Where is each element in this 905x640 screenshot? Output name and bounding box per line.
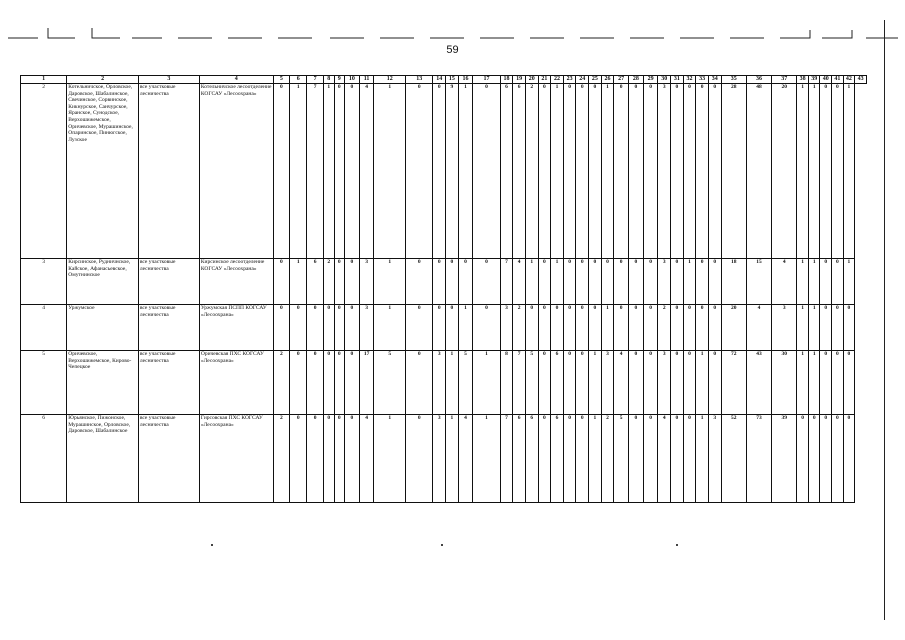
row-value: 2 <box>658 305 671 351</box>
row-value: 0 <box>563 305 576 351</box>
column-number: 6 <box>290 76 307 84</box>
column-number: 43 <box>855 76 867 84</box>
row-organization: Кирсинское лесоотделение КОГСАУ «Лесоохрана» <box>199 259 273 305</box>
row-areas: Оричевское, Верхошижемское, Кирово-Чепецкое <box>67 351 139 415</box>
row-value: 6 <box>513 84 526 259</box>
row-value: 0 <box>345 84 360 259</box>
row-value: 0 <box>683 351 696 415</box>
row-value: 6 <box>307 259 324 305</box>
row-value: 1 <box>290 84 307 259</box>
row-value: 0 <box>525 305 538 351</box>
row-organization: Оричевская ПХС КОГСАУ «Лесоохрана» <box>199 351 273 415</box>
row-value: 1 <box>797 351 809 415</box>
row-value: 0 <box>345 305 360 351</box>
row-value: 6 <box>513 415 526 503</box>
row-value: 0 <box>589 84 602 259</box>
row-value: 0 <box>538 351 551 415</box>
row-value: 1 <box>324 84 335 259</box>
row-value: 0 <box>273 305 290 351</box>
row-value: 0 <box>433 259 446 305</box>
row-value: 0 <box>643 351 658 415</box>
row-value: 0 <box>290 351 307 415</box>
column-number: 39 <box>808 76 820 84</box>
row-value: 0 <box>683 84 696 259</box>
row-value: 1 <box>458 84 473 259</box>
row-value: 2 <box>601 415 614 503</box>
row-value: 1 <box>696 351 709 415</box>
row-value: 0 <box>406 259 433 305</box>
row-value: 52 <box>721 415 746 503</box>
column-number: 27 <box>614 76 629 84</box>
row-value: 0 <box>808 415 820 503</box>
row-value: 0 <box>538 84 551 259</box>
row-value: 0 <box>708 305 721 351</box>
column-number: 32 <box>683 76 696 84</box>
row-value: 0 <box>820 305 832 351</box>
row-value: 1 <box>551 84 564 259</box>
row-value: 1 <box>696 415 709 503</box>
row-value: 0 <box>643 305 658 351</box>
scan-edge-line <box>884 20 885 620</box>
row-value: 0 <box>290 305 307 351</box>
column-number: 22 <box>551 76 564 84</box>
row-value: 7 <box>500 259 513 305</box>
row-value: 1 <box>808 351 820 415</box>
row-value: 0 <box>832 84 844 259</box>
row-value: 0 <box>334 84 345 259</box>
row-value: 0 <box>629 84 644 259</box>
row-value: 39 <box>772 415 797 503</box>
row-value: 7 <box>513 351 526 415</box>
table-row <box>21 259 867 305</box>
column-number: 3 <box>138 76 199 84</box>
row-value: 1 <box>601 305 614 351</box>
row-value: 4 <box>772 259 797 305</box>
column-number: 36 <box>746 76 771 84</box>
row-number: 4 <box>21 305 67 351</box>
row-value: 28 <box>721 84 746 259</box>
row-value: 0 <box>671 305 684 351</box>
column-number: 42 <box>843 76 855 84</box>
row-value: 0 <box>446 305 459 351</box>
column-number: 2 <box>67 76 139 84</box>
row-value: 0 <box>671 351 684 415</box>
row-value: 0 <box>683 305 696 351</box>
column-number: 24 <box>576 76 589 84</box>
row-value: 0 <box>629 259 644 305</box>
row-value: 0 <box>643 84 658 259</box>
row-value: 0 <box>820 351 832 415</box>
row-value: 6 <box>500 84 513 259</box>
row-value: 0 <box>473 305 500 351</box>
row-forestries: все участковые лесничества <box>138 351 199 415</box>
row-value: 8 <box>500 351 513 415</box>
column-number: 4 <box>199 76 273 84</box>
row-value: 18 <box>721 259 746 305</box>
row-value: 1 <box>808 259 820 305</box>
scan-speck <box>676 544 678 546</box>
column-number: 35 <box>721 76 746 84</box>
row-forestries: все участковые лесничества <box>138 84 199 259</box>
row-value: 0 <box>601 259 614 305</box>
row-number: 5 <box>21 351 67 415</box>
scan-speck <box>441 544 443 546</box>
row-value: 20 <box>772 84 797 259</box>
column-number: 19 <box>513 76 526 84</box>
row-value: 0 <box>696 259 709 305</box>
row-value: 0 <box>324 351 335 415</box>
row-value: 0 <box>345 259 360 305</box>
row-value: 7 <box>500 415 513 503</box>
row-value: 4 <box>658 415 671 503</box>
row-forestries: все участковые лесничества <box>138 305 199 351</box>
row-organization: Уржумская ПСПП КОГСАУ «Лесоохрана» <box>199 305 273 351</box>
row-value: 0 <box>563 351 576 415</box>
column-number: 26 <box>601 76 614 84</box>
row-value: 3 <box>359 259 374 305</box>
row-value: 0 <box>307 415 324 503</box>
row-value: 0 <box>458 259 473 305</box>
row-value: 2 <box>513 305 526 351</box>
row-value: 3 <box>359 305 374 351</box>
row-value: 0 <box>307 351 324 415</box>
row-value: 1 <box>473 351 500 415</box>
row-value: 0 <box>671 415 684 503</box>
column-number: 7 <box>307 76 324 84</box>
row-value: 2 <box>273 351 290 415</box>
row-value: 0 <box>406 351 433 415</box>
row-value: 0 <box>797 415 809 503</box>
column-number: 28 <box>629 76 644 84</box>
row-value: 0 <box>334 351 345 415</box>
row-value: 3 <box>658 259 671 305</box>
column-number: 30 <box>658 76 671 84</box>
row-value: 0 <box>563 84 576 259</box>
table-row <box>21 351 867 415</box>
column-number: 20 <box>525 76 538 84</box>
row-value: 2 <box>273 415 290 503</box>
row-value: 0 <box>629 415 644 503</box>
row-value: 4 <box>614 351 629 415</box>
row-value: 6 <box>551 351 564 415</box>
row-number: 3 <box>21 259 67 305</box>
row-value: 3 <box>658 351 671 415</box>
row-value: 1 <box>589 415 602 503</box>
row-value: 0 <box>307 305 324 351</box>
row-value: 0 <box>820 259 832 305</box>
row-value: 0 <box>832 305 844 351</box>
column-number: 15 <box>446 76 459 84</box>
row-forestries: все участковые лесничества <box>138 259 199 305</box>
row-organization: Гирсовская ПХС КОГСАУ «Лесоохрана» <box>199 415 273 503</box>
row-value: 1 <box>446 415 459 503</box>
row-value: 1 <box>290 259 307 305</box>
row-value: 0 <box>643 415 658 503</box>
column-number: 8 <box>324 76 335 84</box>
row-value: 73 <box>746 415 771 503</box>
row-forestries: все участковые лесничества <box>138 415 199 503</box>
column-number: 37 <box>772 76 797 84</box>
column-number: 38 <box>797 76 809 84</box>
row-value: 1 <box>797 305 809 351</box>
column-number: 29 <box>643 76 658 84</box>
row-value: 1 <box>797 259 809 305</box>
row-value: 3 <box>433 415 446 503</box>
column-number: 40 <box>820 76 832 84</box>
row-value: 1 <box>551 259 564 305</box>
row-value: 3 <box>772 305 797 351</box>
row-value: 4 <box>513 259 526 305</box>
column-number: 23 <box>563 76 576 84</box>
row-value: 0 <box>334 305 345 351</box>
row-value: 3 <box>500 305 513 351</box>
row-value: 5 <box>374 351 406 415</box>
row-value: 0 <box>563 259 576 305</box>
row-value: 0 <box>832 415 844 503</box>
row-value: 0 <box>551 305 564 351</box>
row-value: 1 <box>473 415 500 503</box>
row-value: 43 <box>746 351 771 415</box>
row-value: 0 <box>433 84 446 259</box>
row-value: 15 <box>746 259 771 305</box>
row-value: 0 <box>614 259 629 305</box>
column-number: 14 <box>433 76 446 84</box>
row-value: 0 <box>473 84 500 259</box>
column-number: 16 <box>458 76 473 84</box>
row-value: 1 <box>458 305 473 351</box>
row-value: 3 <box>433 351 446 415</box>
row-value: 6 <box>551 415 564 503</box>
column-number: 34 <box>708 76 721 84</box>
row-value: 0 <box>820 415 832 503</box>
data-table <box>20 75 867 503</box>
row-value: 0 <box>273 84 290 259</box>
column-number-row <box>21 76 867 84</box>
row-areas: Уржумское <box>67 305 139 351</box>
table-row <box>21 305 867 351</box>
row-value: 0 <box>538 259 551 305</box>
page-number: 59 <box>446 44 459 56</box>
row-value: 0 <box>345 351 360 415</box>
row-value: 0 <box>643 259 658 305</box>
row-value: 1 <box>601 84 614 259</box>
row-value: 9 <box>446 84 459 259</box>
row-value: 0 <box>671 84 684 259</box>
row-value: 0 <box>576 259 589 305</box>
row-value: 48 <box>746 84 771 259</box>
row-value: 1 <box>374 305 406 351</box>
row-value: 0 <box>832 259 844 305</box>
row-value: 0 <box>614 305 629 351</box>
row-value: 0 <box>589 305 602 351</box>
row-value: 0 <box>843 305 855 351</box>
column-number: 13 <box>406 76 433 84</box>
row-value: 0 <box>345 415 360 503</box>
row-value: 3 <box>708 415 721 503</box>
row-value: 1 <box>808 305 820 351</box>
row-value: 0 <box>843 415 855 503</box>
table-row <box>21 415 867 503</box>
row-value: 0 <box>324 305 335 351</box>
column-number: 31 <box>671 76 684 84</box>
row-value: 0 <box>696 305 709 351</box>
row-value: 0 <box>446 259 459 305</box>
column-number: 41 <box>832 76 844 84</box>
column-number: 5 <box>273 76 290 84</box>
row-value: 17 <box>359 351 374 415</box>
row-value: 0 <box>708 351 721 415</box>
row-value: 5 <box>614 415 629 503</box>
row-value: 4 <box>458 415 473 503</box>
row-value: 1 <box>683 259 696 305</box>
row-value: 0 <box>832 351 844 415</box>
row-value: 0 <box>273 259 290 305</box>
column-number: 21 <box>538 76 551 84</box>
column-number: 33 <box>696 76 709 84</box>
row-value: 0 <box>614 84 629 259</box>
row-areas: Кирсинское, Рудничнское, Кайское, Афанасьевское, Омутнинское <box>67 259 139 305</box>
row-value: 0 <box>820 84 832 259</box>
row-value: 5 <box>525 351 538 415</box>
table-row <box>21 84 867 259</box>
column-number: 25 <box>589 76 602 84</box>
column-number: 1 <box>21 76 67 84</box>
row-number: 6 <box>21 415 67 503</box>
row-value: 0 <box>406 84 433 259</box>
column-number: 11 <box>359 76 374 84</box>
row-value: 72 <box>721 351 746 415</box>
row-value: 30 <box>772 351 797 415</box>
row-value: 0 <box>629 351 644 415</box>
row-value: 0 <box>708 84 721 259</box>
row-value: 2 <box>324 259 335 305</box>
row-value: 2 <box>525 84 538 259</box>
row-value: 1 <box>797 84 809 259</box>
row-value: 3 <box>658 84 671 259</box>
row-value: 20 <box>721 305 746 351</box>
row-value: 0 <box>671 259 684 305</box>
row-number: 2 <box>21 84 67 259</box>
row-value: 0 <box>538 305 551 351</box>
row-value: 1 <box>374 84 406 259</box>
row-value: 5 <box>458 351 473 415</box>
row-value: 0 <box>473 259 500 305</box>
column-number: 10 <box>345 76 360 84</box>
row-value: 0 <box>406 415 433 503</box>
row-value: 0 <box>576 351 589 415</box>
row-value: 1 <box>843 84 855 259</box>
row-value: 0 <box>683 415 696 503</box>
row-value: 0 <box>538 415 551 503</box>
row-value: 0 <box>708 259 721 305</box>
row-value: 0 <box>629 305 644 351</box>
row-value: 0 <box>843 351 855 415</box>
row-value: 0 <box>334 259 345 305</box>
row-value: 1 <box>843 259 855 305</box>
column-number: 12 <box>374 76 406 84</box>
row-value: 0 <box>324 415 335 503</box>
column-number: 17 <box>473 76 500 84</box>
row-value: 4 <box>359 84 374 259</box>
row-value: 1 <box>446 351 459 415</box>
row-value: 0 <box>334 415 345 503</box>
row-value: 6 <box>525 415 538 503</box>
row-value: 0 <box>290 415 307 503</box>
row-value: 0 <box>589 259 602 305</box>
column-number: 9 <box>334 76 345 84</box>
row-areas: Юрьянское, Пижонское, Мурашинское, Орловское, Даровское, Шабалинское <box>67 415 139 503</box>
row-value: 3 <box>601 351 614 415</box>
row-organization: Котельничское лесоотделение КОГСАУ «Лесоохрана» <box>199 84 273 259</box>
row-value: 4 <box>746 305 771 351</box>
row-value: 0 <box>406 305 433 351</box>
row-value: 0 <box>563 415 576 503</box>
column-number: 18 <box>500 76 513 84</box>
row-value: 1 <box>525 259 538 305</box>
scan-speck <box>211 544 213 546</box>
row-value: 1 <box>589 351 602 415</box>
row-value: 1 <box>808 84 820 259</box>
row-value: 0 <box>696 84 709 259</box>
row-value: 1 <box>374 259 406 305</box>
row-areas: Котельничское, Орловское, Даровское, Шабалинское, Свечинское, Сорвинское, Кикнурское, Санчурское, Яранское, Сунодское, Верхошижемское, Оричевское, Мурашинское, Опаринское, Пинюгское, Лузское <box>67 84 139 259</box>
row-value: 0 <box>576 84 589 259</box>
row-value: 0 <box>433 305 446 351</box>
row-value: 7 <box>307 84 324 259</box>
row-value: 0 <box>576 415 589 503</box>
row-value: 0 <box>576 305 589 351</box>
row-value: 4 <box>359 415 374 503</box>
row-value: 1 <box>374 415 406 503</box>
